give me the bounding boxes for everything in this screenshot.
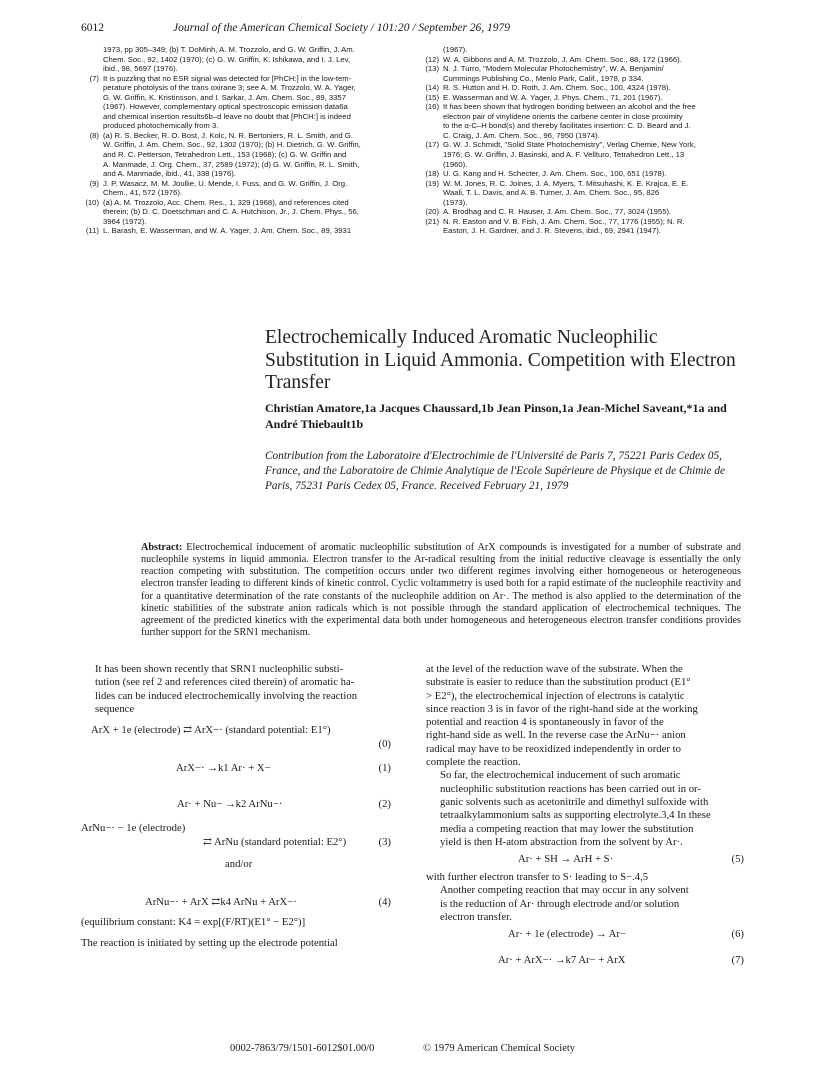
equation-text: Ar· + 1e (electrode) → Ar− bbox=[508, 928, 626, 941]
reference-item bbox=[81, 226, 391, 236]
equation-text: ArX + 1e (electrode) ⇄ ArX−· (standard potential: E1°) bbox=[91, 724, 331, 737]
reference-number: (19) bbox=[425, 178, 439, 188]
article-affiliation: Contribution from the Laboratoire d'Electrochimie de l'Université de Paris 7, 75221 Paris Cedex 05, France, and the Laboratoire de Chimie Analytique de l'Ecole Supérieure de Physique et de Chimie de Paris, 75231 Paris Cedex 05, France. Received February 21, 1979 bbox=[265, 450, 726, 492]
body-right-column bbox=[426, 663, 744, 968]
equation-number: (1) bbox=[378, 762, 391, 775]
equation-3-line-2 bbox=[81, 836, 391, 850]
reference-item bbox=[421, 102, 744, 140]
reference-item bbox=[421, 140, 744, 169]
abstract-label: Abstract: bbox=[141, 542, 183, 553]
reference-number: (20) bbox=[425, 207, 439, 217]
article-title: Electrochemically Induced Aromatic Nucleophilic Substitution in Liquid Ammonia. Competition with Electron Transfer bbox=[265, 327, 736, 393]
equation-number: (5) bbox=[731, 853, 744, 866]
reference-number: (10) bbox=[85, 197, 99, 207]
reference-item bbox=[421, 217, 744, 236]
footer-copyright: © 1979 American Chemical Society bbox=[423, 1043, 576, 1054]
equation-number: (3) bbox=[378, 836, 391, 849]
abstract bbox=[141, 542, 741, 639]
reference-text: 1973, pp 305–349; (b) T. DoMinh, A. M. Trozzolo, and G. W. Griffin, J. Am. Chem. Soc., 92, 1402 (1970); (c) G. W. Griffin, K. Ishikawa, and I. J. Lev, ibid., 98, 5697 (1976). bbox=[103, 45, 355, 74]
reference-number: (21) bbox=[425, 216, 439, 226]
body-paragraph: So far, the electrochemical inducement of such aromatic nucleophilic substitution reactions has been carried out in or- ganic solvents such as acetonitrile and dimethyl sulfoxide with tetraalkylammonium salts as supporting electrolyte.3,4 In these media a competing reaction that may lower the substitution yield is then H-atom abstraction from the solvent by Ar·. bbox=[440, 769, 711, 848]
reference-text: R. S. Hutton and H. D. Roth, J. Am. Chem. Soc., 100, 4324 (1978). bbox=[443, 83, 671, 93]
reference-text: N. J. Turro, "Modern Molecular Photochemistry", W. A. Benjamin/ Cummings Publishing Co., Menlo Park, Calif., 1978, p 334. bbox=[443, 64, 664, 83]
reference-item bbox=[421, 83, 744, 93]
reference-text: N. R. Easton and V. B. Fish, J. Am. Chem. Soc., 77, 1776 (1955); N. R. Easton, J. H. Gardner, and J. R. Stevens, ibid., 69, 2941 (1947). bbox=[443, 216, 685, 236]
reference-text: It is puzzling that no ESR signal was detected for [PhCH:] in the low-tem- perature photolysis of the trans oxirane 3; see A. M. Trozzolo, W. A. Yager, G. W. Griffin, K. Kristinsson, and I. Sarkar, J. Am. Chem. Soc., 89, 3357 (1967). However, complementary optical spectroscopic emission data6a and chemical insertion results6b–d leave no doubt that [PhCH:] is indeed produced photochemically from 3. bbox=[103, 73, 356, 131]
reference-number: (15) bbox=[425, 92, 439, 102]
footer-code: 0002-7863/79/1501-6012$01.00/0 bbox=[230, 1043, 375, 1054]
reference-item bbox=[81, 179, 391, 198]
reference-item bbox=[421, 179, 744, 208]
reference-number: (18) bbox=[425, 169, 439, 179]
equation-text: Ar· + ArX−· →k7 Ar− + ArX bbox=[498, 954, 626, 967]
reference-text: U. G. Kang and H. Schecter, J. Am. Chem. Soc., 100, 651 (1978). bbox=[443, 169, 667, 179]
journal-running-head: Journal of the American Chemical Society / 101:20 / September 26, 1979 bbox=[173, 22, 511, 34]
page-header bbox=[81, 22, 741, 38]
equation-1 bbox=[81, 762, 391, 776]
equation-text: ArNu−· + ArX ⇄k4 ArNu + ArX−· bbox=[145, 896, 297, 909]
references-left-column bbox=[81, 45, 391, 236]
equation-text: ArX−· →k1 Ar· + X− bbox=[176, 762, 271, 775]
equation-6 bbox=[426, 928, 744, 942]
article-authors: Christian Amatore,1a Jacques Chaussard,1b Jean Pinson,1a Jean-Michel Saveant,*1a and André Thiebault1b bbox=[265, 401, 727, 431]
equation-3-line-1 bbox=[81, 822, 391, 836]
equation-0 bbox=[81, 724, 391, 738]
reference-number: (8) bbox=[89, 130, 99, 140]
reference-text: W. A. Gibbons and A. M. Trozzolo, J. Am. Chem. Soc., 88, 172 (1966). bbox=[443, 54, 682, 64]
reference-item bbox=[81, 74, 391, 131]
reference-text: (1967). bbox=[443, 45, 468, 54]
reference-text: It has been shown that hydrogen bonding between an alcohol and the free electron pair of vinylidene orients the carbene center in close proximity to the α-C–H bond(s) and thereby facilitates insertion: C. D. Beard and J. C. Craig, J. Am. Chem. Soc., 96, 7950 (1974). bbox=[443, 102, 696, 140]
body-paragraph: Another competing reaction that may occur in any solvent is the reduction of Ar· through electrode and/or solution electron transfer. bbox=[440, 884, 689, 924]
reference-number bbox=[81, 45, 103, 74]
and-or-line bbox=[81, 858, 391, 872]
body-paragraph: with further electron transfer to S· leading to S−.4,5 bbox=[426, 871, 649, 884]
reference-text: (a) R. S. Becker, R. O. Bost, J. Kolc, N. R. Bertoniers, R. L. Smith, and G. W. Griffin, J. Am. Chem. Soc., 92, 1302 (1970); (b) H. Dietrich, G. W. Griffin, and R. C. Petterson, Tetrahedron Lett., 153 (1968); (c) G. W. Griffin and A. Manmade, J. Org. Chem., 37, 2589 (1972); (d) G. W. Griffin, R. L. Smith, and A. Manmade, ibid., 41, 338 (1976). bbox=[103, 130, 361, 179]
equation-number: (4) bbox=[378, 896, 391, 909]
reference-number: (7) bbox=[89, 73, 99, 83]
equation-2 bbox=[81, 798, 391, 812]
equation-4 bbox=[81, 896, 391, 910]
equilibrium-constant: (equilibrium constant: K4 = exp[(F/RT)(E1° − E2°)] bbox=[81, 916, 306, 929]
reference-text: E. Wasserman and W. A. Yager, J. Phys. Chem., 71, 201 (1967). bbox=[443, 92, 663, 102]
equation-number: (6) bbox=[731, 928, 744, 941]
page-number: 6012 bbox=[81, 22, 104, 34]
equation-number: (7) bbox=[731, 954, 744, 967]
body-paragraph: The reaction is initiated by setting up the electrode potential bbox=[81, 937, 338, 950]
reference-item bbox=[421, 55, 744, 65]
equation-text: ⇄ ArNu (standard potential: E2°) bbox=[203, 836, 347, 849]
reference-number: (16) bbox=[425, 102, 439, 112]
reference-text: G. W. J. Schmidt, "Solid State Photochemistry", Verlag Chemie, New York, 1976; G. W. Griffin, J. Basinski, and A. F. Vellturo, Tetrahedron Lett., 13 (1960). bbox=[443, 140, 696, 169]
reference-number: (14) bbox=[425, 83, 439, 93]
equation-text: Ar· + Nu− →k2 ArNu−· bbox=[177, 798, 283, 811]
reference-item bbox=[421, 169, 744, 179]
reference-number: (11) bbox=[85, 226, 99, 236]
body-paragraph: It has been shown recently that SRN1 nucleophilic substi- tution (see ref 2 and references cited therein) of aromatic ha- lides can be induced electrochemically involving the reaction sequence bbox=[95, 663, 358, 715]
reference-item bbox=[421, 45, 744, 55]
reference-text: W. M. Jones, R. C. Joines, J. A. Myers, T. Mitsuhashi, K. E. Krajca, E. E. Waali, T. L. Davis, and A. B. Turner, J. Am. Chem. Soc., 95, 826 (1973). bbox=[443, 178, 689, 207]
equation-number: (2) bbox=[378, 798, 391, 811]
body-left-column bbox=[81, 663, 391, 951]
reference-number bbox=[421, 45, 443, 55]
body-paragraph: at the level of the reduction wave of the substrate. When the substrate is easier to reduce than the substitution product (E1° > E2°), the electrochemical injection of electrons is catalytic since reaction 3 is in favor of the right-hand side at the working potential and reaction 4 is spontaneously in favor of the right-hand side as well. In the reverse case the ArNu−· anion radical may have to be reoxidized independently in order to complete the reaction. bbox=[426, 663, 698, 769]
equation-0-number-row bbox=[81, 738, 391, 752]
equation-7 bbox=[426, 954, 744, 968]
and-or-text: and/or bbox=[225, 858, 253, 871]
references-right-column bbox=[421, 45, 744, 236]
reference-item bbox=[81, 45, 391, 74]
reference-text: A. Brodhag and C. R. Hauser, J. Am. Chem. Soc., 77, 3024 (1955). bbox=[443, 207, 672, 217]
reference-item bbox=[421, 93, 744, 103]
reference-number: (17) bbox=[425, 140, 439, 150]
equation-5 bbox=[426, 853, 744, 867]
reference-number: (12) bbox=[425, 54, 439, 64]
reference-number: (9) bbox=[89, 178, 99, 188]
reference-text: (a) A. M. Trozzolo, Acc. Chem. Res., 1, 329 (1968), and references cited therein; (b) D. C. Doetschman and C. A. Hutchison, Jr., J. Chem. Phys., 56, 3964 (1972). bbox=[103, 197, 359, 226]
equation-text: Ar· + SH → ArH + S· bbox=[518, 853, 614, 866]
equation-text: ArNu−· − 1e (electrode) bbox=[81, 822, 186, 835]
reference-item bbox=[421, 207, 744, 217]
abstract-text: Electrochemical inducement of aromatic nucleophilic substitution of ArX compounds is investigated for a number of substrate and nucleophile systems in liquid ammonia. Electron transfer to the Ar-radical resulting from the initial reductive cleavage is essentially the only reaction competing with substitution. The competition occurs under two different regimes involving either homogeneous or heterogeneous electron transfer leading to different kinds of kinetic control. Cyclic voltammetry is used both for a rapid estimate of the nucleophile reactivity and for a quantitative determination of the rate constants of the nucleophile addition on Ar·. The method is also applied to the determination of the kinetic stabilities of the substrate anion radicals which is not possible through the standard application of electrochemical techniques. The agreement of the predicted kinetics with the experimental data both under homogeneous and heterogeneous electron transfer conditions provides further support for the SRN1 mechanism. bbox=[141, 542, 742, 639]
reference-item bbox=[421, 64, 744, 83]
reference-number: (13) bbox=[425, 64, 439, 74]
reference-item bbox=[81, 131, 391, 179]
equation-number: (0) bbox=[378, 738, 391, 751]
reference-item bbox=[81, 198, 391, 227]
reference-text: J. P. Wasacz, M. M. Joullie, U. Mende, I. Fuss, and G. W. Griffin, J. Org. Chem., 41, 572 (1976). bbox=[103, 178, 348, 198]
reference-text: L. Barash, E. Wasserman, and W. A. Yager, J. Am. Chem. Soc., 89, 3931 bbox=[103, 226, 352, 236]
